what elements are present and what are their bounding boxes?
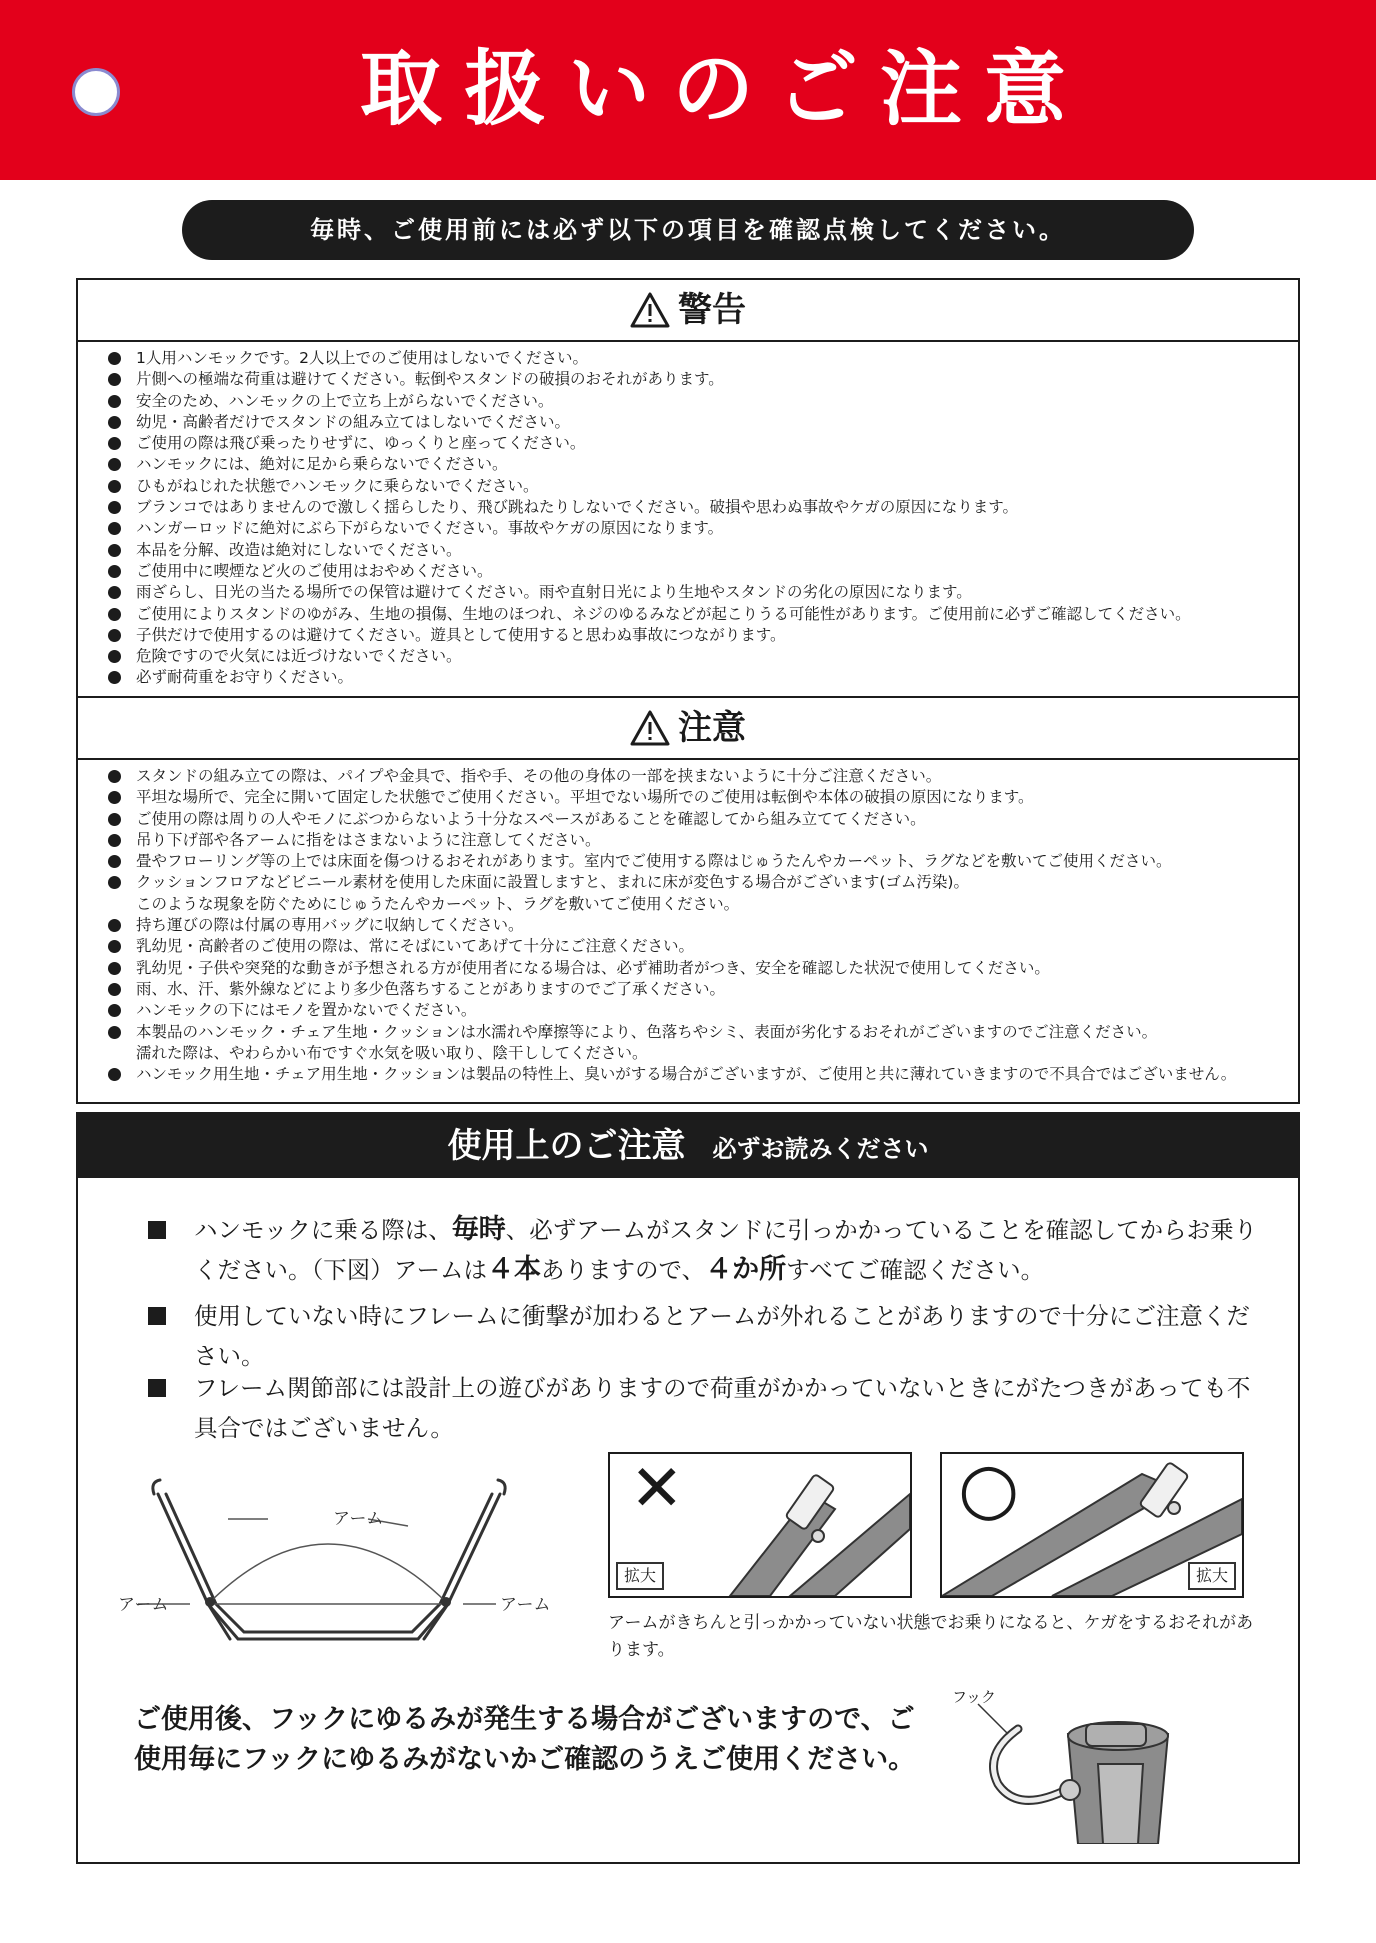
usage-paragraph-1 (148, 1210, 1268, 1290)
incorrect-example-panel (608, 1452, 912, 1598)
usage-paragraph-2 (148, 1296, 1268, 1376)
list-item: 乳幼児・子供や突発的な動きが予想される方が使用者になる場合は、必ず補助者がつき、安全を確認した状況で使用してください。 (106, 958, 1276, 979)
list-item: ご使用中に喫煙など火のご使用はおやめください。 (106, 561, 1276, 582)
list-item: 危険ですので火気には近づけないでください。 (106, 646, 1276, 667)
arm-label-top: アーム (333, 1509, 384, 1529)
caution-title: 注意 (678, 708, 746, 748)
list-item: スタンドの組み立ての際は、パイプや金具で、指や手、その他の身体の一部を挟まないように十分ご注意ください。 (106, 766, 1276, 787)
p1-emphasis-four: ４本 (487, 1254, 542, 1285)
square-bullet-icon (148, 1221, 166, 1239)
list-item-continuation: 濡れた際は、やわらかい布ですぐ水気を吸い取り、陰干ししてください。 (136, 1043, 648, 1062)
list-item: 乳幼児・高齢者のご使用の際は、常にそばにいてあげて十分にご注意ください。 (106, 936, 1276, 957)
warning-caution-box (76, 278, 1300, 1104)
list-item: 平坦な場所で、完全に開いて固定した状態でご使用ください。平坦でない場所でのご使用は転倒や本体の破損の原因になります。 (106, 787, 1276, 808)
zoom-label: 拡大 (1188, 1562, 1236, 1590)
list-item: クッションフロアなどビニール素材を使用した床面に設置しますと、まれに床が変色する場合がございます(ゴム汚染)。 (106, 872, 1276, 893)
list-item: ハンモックの下にはモノを置かないでください。 (106, 1000, 1276, 1021)
list-item: ご使用の際は飛び乗ったりせずに、ゆっくりと座ってください。 (106, 433, 1276, 454)
caution-header (78, 698, 1298, 758)
usage-paragraph-3 (148, 1368, 1268, 1448)
list-item: 幼児・高齢者だけでスタンドの組み立てはしないでください。 (106, 412, 1276, 433)
warning-title: 警告 (678, 290, 746, 330)
hook-illustration (958, 1694, 1218, 1844)
list-item: ハンガーロッドに絶対にぶら下がらないでください。事故やケガの原因になります。 (106, 518, 1276, 539)
p1-text-a: ハンモックに乗る際は、 (194, 1216, 452, 1244)
warning-list (106, 348, 1276, 689)
list-item: 雨ざらし、日光の当たる場所での保管は避けてください。雨や直射日光により生地やスタンドの劣化の原因になります。 (106, 582, 1276, 603)
p1-text-h: すべてご確認ください。 (786, 1256, 1045, 1284)
list-item: 片側への極端な荷重は避けてください。転倒やスタンドの破損のおそれがあります。 (106, 369, 1276, 390)
list-item: 安全のため、ハンモックの上で立ち上がらないでください。 (106, 391, 1276, 412)
list-item: ハンモックには、絶対に足から乗らないでください。 (106, 454, 1276, 475)
hook-notice: ご使用後、フックにゆるみが発生する場合がございますので、ご使用毎にフックにゆるみがないかご確認のうえご使用ください。 (134, 1704, 916, 1775)
warning-triangle-icon (630, 292, 670, 328)
list-item: 持ち運びの際は付属の専用バッグに収納してください。 (106, 915, 1276, 936)
hook-label: フック (952, 1688, 996, 1706)
warning-divider (78, 340, 1298, 342)
square-bullet-icon (148, 1307, 166, 1325)
caution-divider (78, 758, 1298, 760)
list-item: 吊り下げ部や各アームに指をはさまないように注意してください。 (106, 830, 1276, 851)
p1-emphasis-four-places: ４か所 (705, 1254, 787, 1285)
correct-example-panel (940, 1452, 1244, 1598)
usage-header (78, 1114, 1298, 1178)
caution-list (106, 766, 1276, 1085)
square-bullet-icon (148, 1379, 166, 1397)
list-item: 本品を分解、改造は絶対にしないでください。 (106, 540, 1276, 561)
list-item: ひもがねじれた状態でハンモックに乗らないでください。 (106, 476, 1276, 497)
usage-box (76, 1112, 1300, 1864)
p1-text-d: ください。（下図）アームは (194, 1256, 488, 1284)
hammock-stand-diagram (118, 1464, 578, 1664)
list-item: 必ず耐荷重をお守りください。 (106, 667, 1276, 688)
list-item: 雨、水、汗、紫外線などにより多少色落ちすることがありますのでご了承ください。 (106, 979, 1276, 1000)
warning-header (78, 280, 1298, 340)
check-banner: 毎時、ご使用前には必ず以下の項目を確認点検してください。 (182, 200, 1194, 260)
arm-label-right: アーム (500, 1595, 551, 1615)
circle-mark-icon: ○ (958, 1452, 1020, 1529)
zoom-label: 拡大 (616, 1562, 664, 1590)
p2-text: 使用していない時にフレームに衝撃が加わるとアームが外れることがありますので十分にご注意ください。 (194, 1302, 1250, 1370)
p1-text-f: ありますので、 (541, 1256, 706, 1284)
list-item: 本製品のハンモック・チェア生地・クッションは水濡れや摩擦等により、色落ちやシミ、表面が劣化するおそれがございますのでご注意ください。 (106, 1022, 1276, 1043)
list-item: 畳やフローリング等の上では床面を傷つけるおそれがあります。室内でご使用する際はじゅうたんやカーペット、ラグなどを敷いてご使用ください。 (106, 851, 1276, 872)
usage-title: 使用上のご注意 (447, 1126, 686, 1166)
list-item: ブランコではありませんので激しく揺らしたり、飛び跳ねたりしないでください。破損や思わぬ事故やケガの原因になります。 (106, 497, 1276, 518)
p3-text: フレーム関節部には設計上の遊びがありますので荷重がかかっていないときにがたつきがあっても不具合ではございません。 (194, 1374, 1251, 1442)
cross-mark-icon: ✕ (630, 1452, 684, 1526)
p1-emphasis-every-time: 毎時 (451, 1214, 506, 1245)
header-circle-icon (72, 68, 120, 116)
caution-triangle-icon (630, 710, 670, 746)
list-item: ハンモック用生地・チェア用生地・クッションは製品の特性上、臭いがする場合がございますが、ご使用と共に薄れていきますので不具合ではございません。 (106, 1064, 1276, 1085)
list-item: 子供だけで使用するのは避けてください。遊具として使用すると思わぬ事故につながります。 (106, 625, 1276, 646)
list-item: ご使用の際は周りの人やモノにぶつからないよう十分なスペースがあることを確認してから組み立ててください。 (106, 809, 1276, 830)
arm-label-left: アーム (118, 1595, 169, 1615)
p1-text-c: 、必ずアームがスタンドに引っかかっていることを確認してからお乗り (505, 1216, 1258, 1244)
usage-subtitle: 必ずお読みください (712, 1135, 929, 1163)
panel-caption: アームがきちんと引っかかっていない状態でお乗りになると、ケガをするおそれがあります。 (608, 1613, 1254, 1660)
list-item: 1人用ハンモックです。2人以上でのご使用はしないでください。 (106, 348, 1276, 369)
header-bar (0, 0, 1376, 180)
page-title: 取扱いのご注意 (360, 42, 1089, 137)
list-item: ご使用によりスタンドのゆがみ、生地の損傷、生地のほつれ、ネジのゆるみなどが起こりうる可能性があります。ご使用前に必ずご確認してください。 (106, 604, 1276, 625)
list-item-continuation: このような現象を防ぐためにじゅうたんやカーペット、ラグを敷いてご使用ください。 (136, 894, 740, 913)
